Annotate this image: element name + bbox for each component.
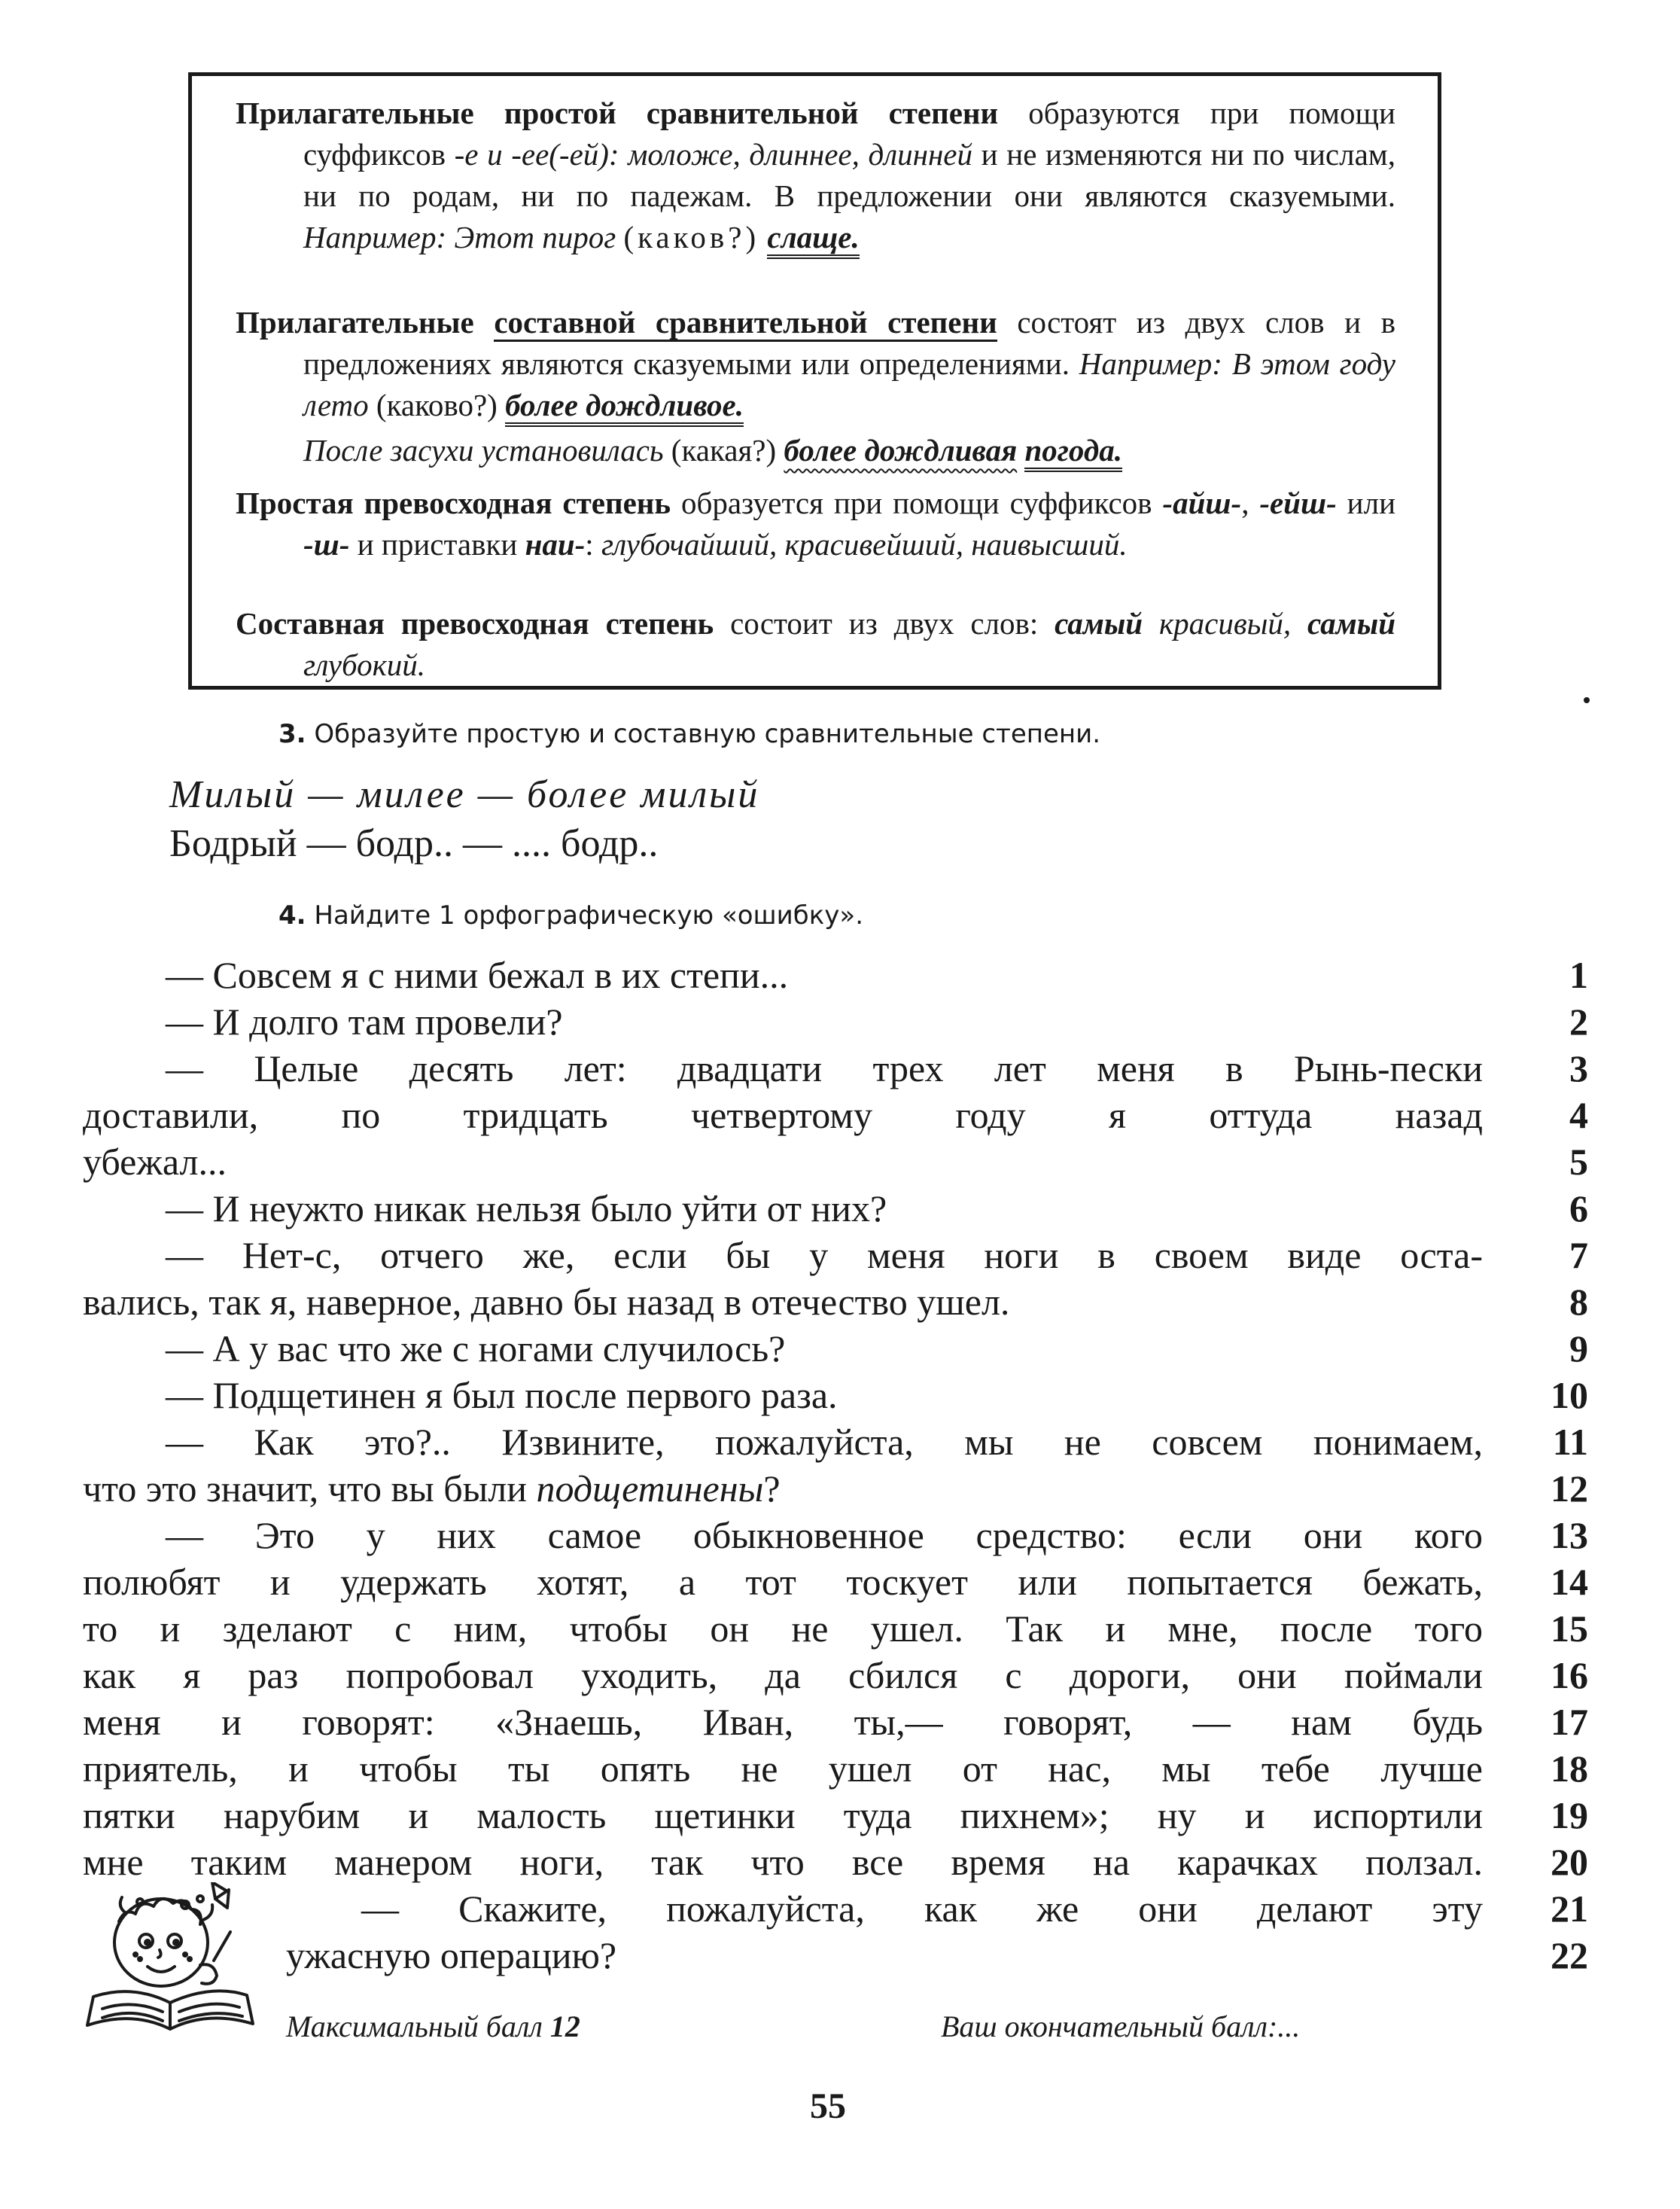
text-line: — И неужто никак нельзя было уйти от них? [166,1187,887,1229]
line-number: 20 [1551,1841,1588,1883]
task3-example-line: Милый — милее — более милый [169,773,760,816]
line-number: 19 [1551,1794,1588,1836]
text-line: как я раз попробовал уходить, да сбился с дороги, они поймали [83,1654,1483,1696]
rule-simple-superlative: Простая превосходная степень образуется при помощи суффиксов -айш-, -ейш- или -ш- и приставки наи-: глубочайший, красивейший, наивысший. [236,486,1396,562]
text-line: что это значит, что вы были подщетинены? [83,1467,781,1510]
line-number: 5 [1569,1141,1588,1183]
line-number: 11 [1552,1421,1588,1463]
term-simple-superlative: Простая превосходная степень [236,486,671,520]
line-number: 18 [1551,1747,1588,1790]
text-line: доставили, по тридцать четвертому году я оттуда назад [83,1094,1483,1136]
text-line: ужасную операцию? [286,1934,617,1976]
line-number: 13 [1551,1514,1588,1556]
text-line: мне таким манером ноги, так что все время на карачках ползал. [83,1841,1483,1883]
task3-exercise-line: Бодрый — бодр.. — .... бодр.. [169,822,659,865]
text-line: меня и говорят: «Знаешь, Иван, ты,— говорят, — нам будь [83,1701,1483,1743]
text-line: — Нет-с, отчего же, если бы у меня ноги в своем виде оста- [166,1234,1483,1276]
text-line: — А у вас что же с ногами случилось? [166,1327,786,1370]
line-number: 3 [1569,1047,1588,1089]
task4-heading: 4. Найдите 1 орфографическую «ошибку». [278,900,863,931]
line-number: 7 [1569,1234,1588,1276]
line-number: 1 [1569,954,1588,996]
line-number: 22 [1551,1934,1588,1976]
rule-compound-superlative: Составная превосходная степень состоит из двух слов: самый красивый, самый глубокий. [236,606,1395,682]
text-line: — Это у них самое обыкновенное средство: если они кого [166,1514,1483,1556]
example-answer: более дождливое. [505,388,744,427]
line-number: 21 [1551,1888,1588,1930]
text-line: — Подщетинен я был после первого раза. [166,1374,838,1416]
reading-child-icon [72,1882,260,2044]
page-number: 55 [810,2086,846,2126]
text-line: полюбят и удержать хотят, а тот тоскует или попытается бежать, [83,1561,1483,1603]
max-score: Максимальный балл 12 [286,2009,580,2043]
line-number: 9 [1569,1327,1588,1370]
text-line: — Целые десять лет: двадцати трех лет меня в Рынь-пески [166,1047,1483,1089]
rule-simple-comparative: Прилагательные простой сравнительной степени образуются при помощи суффиксов -е и -ее(-ей): моложе, длиннее, длинней и не изменяются ни по числам, ни по родам, ни по падежам. В предложении они являются сказуемыми. Например: Этот пирог (каков?) слаще. [236,93,1395,258]
text-line: пятки нарубим и малость щетинки туда пихнем»; ну и испортили [83,1794,1483,1836]
rule-box [188,72,1441,690]
text-line: вались, так я, наверное, давно бы назад в отечество ушел. [83,1281,1010,1323]
rule-compound-example: После засухи установилась (какая?) более дождливая погода. [303,430,1395,471]
line-number: 2 [1569,1001,1588,1043]
line-number: 17 [1551,1701,1588,1743]
line-number: 14 [1551,1561,1588,1603]
line-number: 4 [1569,1094,1588,1136]
text-line: убежал... [83,1141,227,1183]
line-number: 8 [1569,1281,1588,1323]
decorative-dot [1584,697,1590,703]
example-answer-wavy: более дождливая [784,433,1018,468]
text-line: — Совсем я с ними бежал в их степи... [166,954,789,996]
example-answer: слаще. [767,220,859,259]
line-number: 12 [1551,1467,1588,1510]
term-compound-superlative: Составная превосходная степень [236,606,714,641]
text-line: то и зделают с ним, чтобы он не ушел. Так и мне, после того [83,1607,1483,1650]
final-score: Ваш окончательный балл:... [941,2009,1301,2043]
line-number: 16 [1551,1654,1588,1696]
line-number: 6 [1569,1187,1588,1229]
task3-heading: 3. Образуйте простую и составную сравнительные степени. [278,719,1101,749]
term-simple-comparative: Прилагательные простой сравнительной степени [236,96,999,130]
line-number: 10 [1551,1374,1588,1416]
rule-compound-comparative: Прилагательные составной сравнительной степени состоят из двух слов и в предложениях являются сказуемыми или определениями. Например: В этом году лето (каково?) более дождливое. [236,302,1395,426]
text-line: приятель, и чтобы ты опять не ушел от нас, мы тебе лучше [83,1747,1483,1790]
line-number: 15 [1551,1607,1588,1650]
text-line: — Как это?.. Извините, пожалуйста, мы не совсем понимаем, [166,1421,1483,1463]
text-line: — И долго там провели? [166,1001,563,1043]
text-line: — Скажите, пожалуйста, как же они делают эту [361,1888,1483,1930]
term-compound-comparative: составной сравнительной степени [494,305,997,342]
